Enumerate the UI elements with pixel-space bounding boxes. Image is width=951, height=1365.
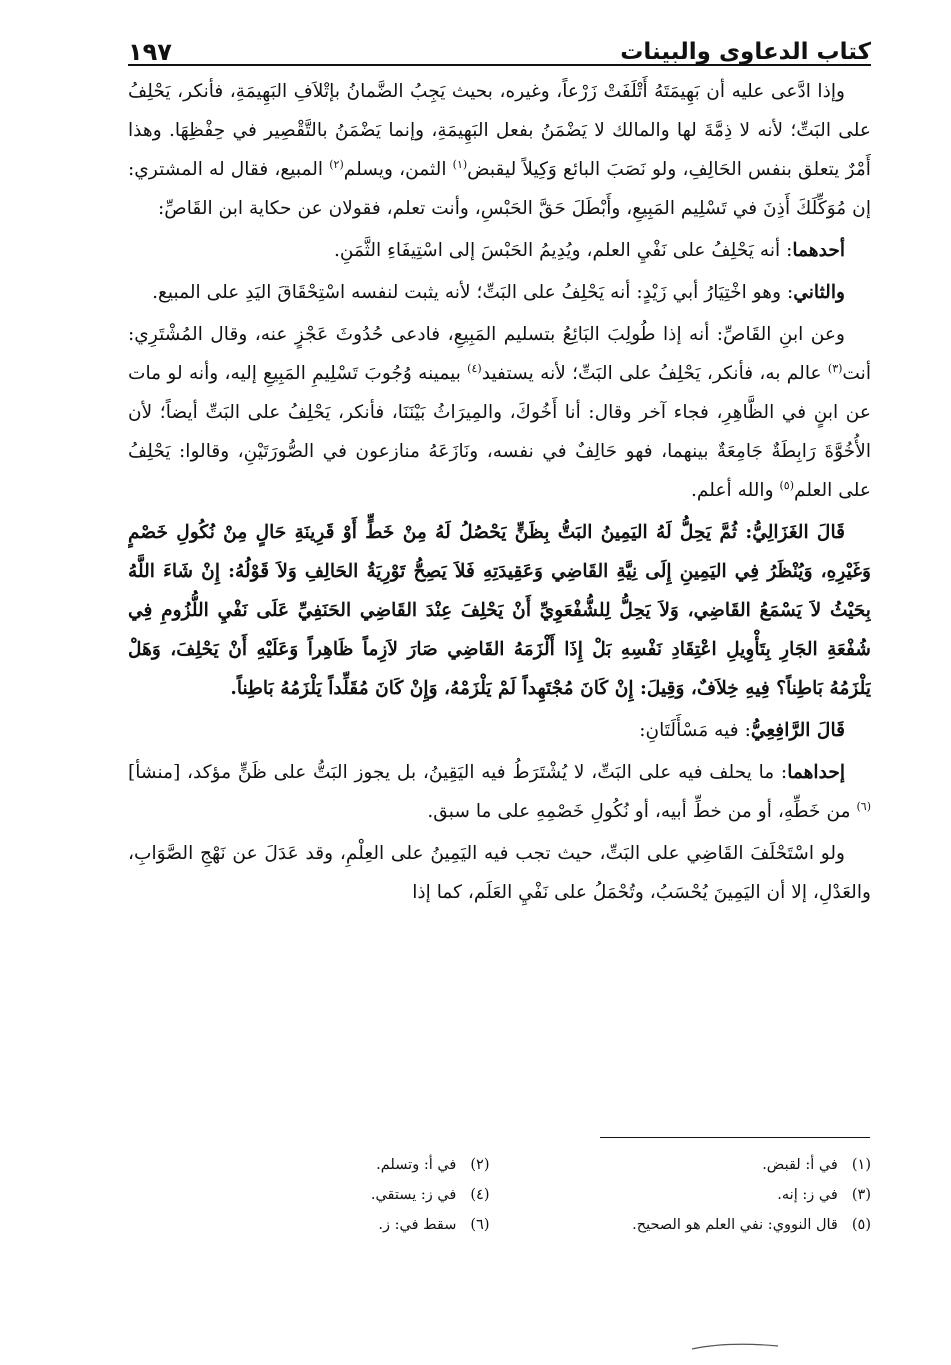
header-rule — [128, 64, 871, 66]
paragraph-4: وعن ابنِ القَاصِّ: أنه إذا طُولِبَ البَائِعُ بتسليم المَبِيعِ، فادعى حُدُوثَ عَجْزٍ عنه، وقال المُشْتَرِي: أنت$^{(٣)}$ عالم به، فأنكر، يَحْلِفُ على البَتِّ؛ لأنه يستفيد$^{(٤)}$ بيمينه وُجُوبَ تَسْلِيمِ المَبِيعِ إليه، وأنه لو مات عن ابنٍ في الظَّاهِرِ، فجاء آخر وقال: أنا أَخُوكَ، والمِيرَاثُ بَيْنَنَا، فأنكر، يَحْلِفُ على البَتِّ أيضاً؛ لأن الأُخُوَّةَ رَابِطَةٌ جَامِعَةٌ بينهما، فهو حَالِفٌ في نفسه، ونَازَعَهُ منازعون في الصُّورَتَيْنِ، وقالوا: يَحْلِفُ على العلم$^{(٥)}$ والله أعلم. — [128, 324, 871, 501]
footnote-1: (١)في أ: لقبض. — [762, 1157, 871, 1173]
rafii-label: قَالَ الرَّافِعِيُّ — [750, 720, 845, 741]
footnote-separator — [600, 1137, 870, 1138]
paragraph-2: أحدهما: أنه يَحْلِفُ على نَفْيِ العلم، ويُدِيمُ الحَبْسَ إلى اسْتِيفَاءِ الثَّمَنِ. — [333, 240, 845, 261]
footnote-ref-1: (١) — [452, 157, 468, 171]
main-text — [128, 72, 871, 1122]
footnote-ref-4: (٤) — [467, 361, 482, 375]
footnote-2: (٢)في أ: وتسلم. — [376, 1157, 490, 1173]
footnote-ref-6: (٦) — [856, 799, 871, 813]
paragraph-7: إحداهما: ما يحلف فيه على البَتِّ، لا يُشْتَرَطُ فيه اليَقِينُ، بل يجوز البَتُّ على ظَنٍّ مؤكد، [منشأ]$^{(٦)}$ من خَطِّهِ، أو من خطِّ أبيه، أو نُكُولِ خَصْمِهِ على ما سبق. — [128, 762, 871, 822]
running-title: كتاب الدعاوى والبينات — [620, 39, 871, 65]
paragraph-3: والثاني: وهو اخْتِيَارُ أبي زَيْدٍ: أنه يَحْلِفُ على البَتِّ؛ لأنه يثبت لنفسه اسْتِحْقَاقَ اليَدِ على المبيع. — [152, 282, 845, 303]
first-opinion-label: أحدهما — [792, 240, 845, 261]
footnotes — [128, 1150, 871, 1240]
first-issue-label: إحداهما — [787, 762, 845, 783]
ghazali-matn-paragraph: قَالَ الغَزَالِيُّ: ثُمَّ يَحِلُّ لَهُ اليَمِينُ البَتُّ بِظَنٍّ يَحْصُلُ لَهُ مِنْ خَطٍّ أَوْ قَرِينَةِ حَالٍ مِنْ نُكُولِ خَصْمٍ وَغَيْرِهِ، وَيُنْظَرُ فِي اليَمِينِ إِلَى نِيَّةِ القَاضِي وَعَقِيدَتِهِ فَلاَ يَصِحُّ تَوْرِيَةُ الحَالِفِ وَلاَ قَوْلُهُ: إِنْ شَاءَ اللَّهُ بِحَيْثُ لاَ يَسْمَعُ القَاضِي، وَلاَ يَحِلُّ لِلشُّفْعَوِيِّ أَنْ يَحْلِفَ عِنْدَ القَاضِي الحَنَفِيِّ عَلَى نَفْيِ اللُّزُومِ فِي شُفْعَةِ الجَارِ بِتَأْوِيلِ اعْتِقَادِ نَفْسِهِ بَلْ إِذَا أَلْزَمَهُ القَاضِي صَارَ لاَزِماً ظَاهِراً وَعَلَيْهِ أَنْ يَحْلِفَ، وَهَلْ يَلْزَمُهُ بَاطِناً؟ فِيهِ خِلاَفٌ، وَقِيلَ: إِنْ كَانَ مُجْتَهِداً لَمْ يَلْزَمْهُ، وَإِنْ كَانَ مُقَلِّداً يَلْزَمُهُ بَاطِناً. — [128, 522, 871, 699]
footnote-ref-3: (٣) — [827, 361, 843, 375]
second-opinion-label: والثاني — [793, 282, 845, 303]
pen-stroke-mark — [690, 1340, 780, 1352]
footnote-6: (٦)سقط في: ز. — [378, 1217, 490, 1233]
footnote-5: (٥)قال النووي: نفي العلم هو الصحيح. — [632, 1217, 871, 1233]
footnote-ref-2: (٢) — [329, 157, 344, 171]
page-header — [128, 20, 871, 64]
footnote-3: (٣)في ز: إنه. — [777, 1187, 871, 1203]
paragraph-6: قَالَ الرَّافِعِيُّ: فيه مَسْأَلَتَانِ: — [639, 720, 845, 741]
paragraph-1: وإذا ادَّعى عليه أن بَهِيمَتَهُ أَتْلَفَتْ زَرْعاً، وغيره، بحيث يَجِبُ الضَّمانُ بإتْلاَفِ البَهِيمَةِ، فأنكر، يَحْلِفُ على البَتِّ؛ لأنه لا ذِمَّةَ لها والمالك لا يَضْمَنُ بفعل البَهِيمَةِ، وإنما يَضْمَنُ بالتَّقْصِير في حِفْظِهَا. وهذا أَمْرٌ يتعلق بنفس الحَالِفِ، ولو نَصَبَ البائع وَكِيلاً ليقبض$^{(١)}$ الثمن، ويسلم$^{(٢)}$ المبيع، فقال له المشتري: إن مُوَكِّلَكَ أَذِنَ في تَسْلِيم المَبِيعِ، وأَبْطَلَ حَقَّ الحَبْسِ، وأنت تعلم، فقولان عن حكاية ابن القَاصِّ: — [128, 81, 871, 219]
footnote-4: (٤)في ز: يستقي. — [370, 1187, 490, 1203]
paragraph-8: ولو اسْتَحْلَفَ القَاضِي على البَتِّ، حيث تجب فيه اليَمِينُ على العِلْمِ، وقد عَدَلَ عن نَهْجِ الصَّوَابِ، والعَدْلِ، إلا أن اليَمِينَ يُحْسَبُ، وتُحْمَلُ على نَفْيِ العَلَم، كما إذا — [128, 843, 871, 903]
footnote-ref-5: (٥) — [779, 478, 794, 492]
page-number: ١٩٧ — [128, 38, 172, 66]
